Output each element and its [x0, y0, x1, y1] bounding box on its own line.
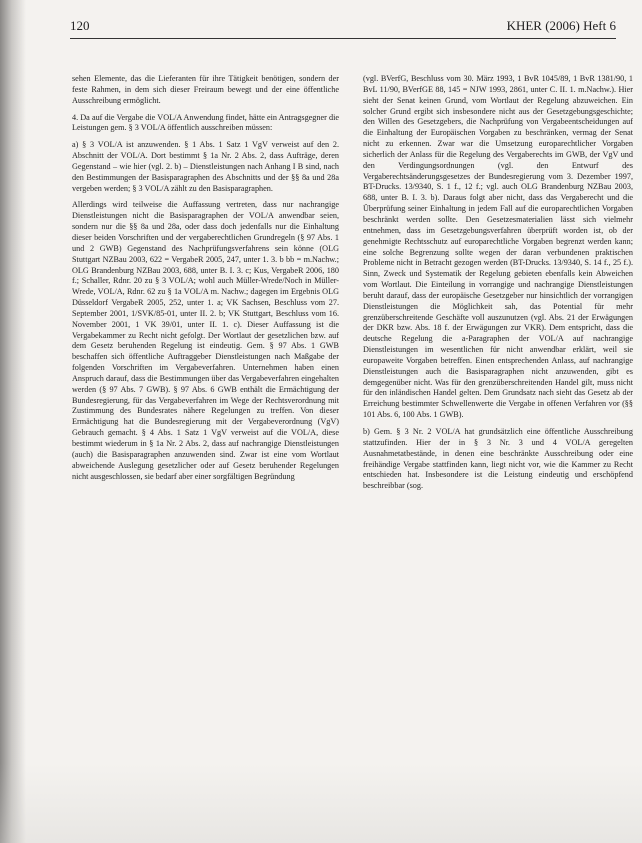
scan-shading — [0, 763, 642, 843]
paragraph: sehen Elemente, das die Lieferanten für ihre Tätigkeit benötigen, sondern der feste Rahmen, in dem sich dieser Freiraum bewegt und der eine öffentliche Ausschreibung ermöglicht. — [72, 74, 339, 105]
left-column — [72, 74, 339, 488]
paragraph: (vgl. BVerfG, Beschluss vom 30. März 1993, 1 BvR 1045/89, 1 BvR 1381/90, 1 BvL 11/90, BVerfGE 88, 145 = NJW 1993, 2861, unter C. II. 1. m.Nachw.). Hier sieht der Senat keinen Grund, vom Wortlaut der Regelung abzuweichen. Ein solcher Grund ergibt sich insbesondere nicht aus der Gesetzgebungsgeschichte; den Willen des Gesetzgebers, die Nachprüfung von Vergabeentscheidungen auf die Einhaltung der Europäischen Vorgaben zu beschränken, vermag der Senat nicht zu erkennen. Zwar war die Umsetzung europarechtlicher Vorgaben sicherlich der Anlass für die Regelung des Vergaberechts im GWB, der VgV und den Verdingungsordnungen (vgl. den Entwurf des Vergaberechtsänderungsgesetzes der Bundesregierung vom 3. Dezember 1997, BT-Drucks. 13/9340, S. 1 f., 12 f.; vgl. auch OLG Brandenburg NZBau 2003, 688, unter B. I. 3. b). Daraus folgt aber nicht, dass das Vergaberecht und die Überprüfung seiner Einhaltung in jedem Fall auf die europarechtlichen Vorgaben beschränkt werden sollte. Den Gesetzesmaterialien lässt sich vielmehr entnehmen, dass im Gesetzgebungsverfahren überprüft worden ist, ob der genehmigte Rechtsschutz auf europarechtliche Vorgaben begrenzt werden kann; eine solche Begrenzung sollte wegen der daran verbundenen praktischen Probleme nicht in Betracht gezogen werden (BT-Drucks. 13/9340, S. 14 f., 25 f.). Sinn, Zweck und Systematik der Regelung gebieten ebenfalls kein Abweichen vom Wortlaut. Die Einteilung in vorrangige und nachrangige Dienstleistungen beruht darauf, dass der europäische Gesetzgeber nur hinsichtlich der vorrangigen Dienstleistungen die Möglichkeit sah, das Potential für mehr grenzüberschreitende Geschäfte voll auszunutzen (vgl. Abs. 21 der Erwägungen der DKR bzw. Abs. 18 f. der Erwägungen zur VKR). Dem entspricht, dass die deutsche Regelung die a-Paragraphen der VOL/A auf nachrangige Dienstleistungen im wesentlichen für nicht anwendbar erklärt, weil sie europaweite Vorgaben betreffen. Einen entsprechenden Anlass, auf nachrangige Dienstleistungen auch die Basisparagraphen nicht anzuwenden, gibt es demgegenüber nicht. Was für den grenzüberschreitenden Handel gilt, muss nicht für den inländischen Handel gelten. Dem Grundsatz nach sieht das Gesetz ab der Erreichung bestimmter Schwellenwerte die Vergabe in offenen Verfahren vor (§§ 101 Abs. 6, 100 Abs. 1 GWB). — [363, 74, 633, 420]
header-rule — [70, 38, 616, 39]
paragraph: b) Gem. § 3 Nr. 2 VOL/A hat grundsätzlich eine öffentliche Ausschreibung stattzufinden. Hier der in § 3 Nr. 3 und 4 VOL/A geregelten Ausnahmetatbestände, in denen eine beschränkte Ausschreibung oder eine freihändige Vergabe stattfinden kann, liegt nicht vor, wie die Kammer zu Recht entschieden hat. Insbesondere ist die Leistung eindeutig und erschöpfend beschreibbar (sog. — [363, 427, 633, 491]
journal-header: KHER (2006) Heft 6 — [506, 18, 616, 33]
paragraph: 4. Da auf die Vergabe die VOL/A Anwendung findet, hätte ein Antragsgegner die Leistungen gem. § 3 VOL/A öffentlich ausschreiben müssen: — [72, 112, 339, 133]
book-gutter-shadow — [0, 0, 26, 843]
paragraph: Allerdings wird teilweise die Auffassung vertreten, dass nur nachrangige Dienstleistungen nicht die Basisparagraphen der VOL/A anwendbar seien, sondern nur die §§ 8a und 28a, oder dass doch jedenfalls nur die Einhaltung dieser beiden Vorschriften und der vergaberechtlichen Grundregeln (§ 97 Abs. 1 und 2 GWB) Gegenstand des Nachprüfungsverfahrens sein könne (OLG Stuttgart NZBau 2003, 622 = VergabeR 2005, 247, unter 1. 3. b bb = m.Nachw.; OLG Brandenburg NZBau 2003, 688, unter B. I. 3. c; Kus, VergabeR 2006, 180 f.; Schaller, Rdnr. 20 zu § 3 VOL/A; wohl auch Müller-Wrede/Noch in Müller-Wrede, VOL/A, Rdnr. 62 zu § 1a VOL/A m. Nachw.; dagegen im Ergebnis OLG Düsseldorf VergabeR 2005, 252, unter 1. a; VK Sachsen, Beschluss vom 27. September 2001, 1/SVK/85-01, unter II. 2. b; VK Stuttgart, Beschluss vom 16. November 2001, 1 VK 39/01, unter II. 1. c). Dieser Auffassung ist die Vergabekammer zu Recht nicht gefolgt. Der Wortlaut der gesetzlichen bzw. auf dem Gesetz beruhenden Regelung ist eindeutig. Gem. § 97 Abs. 1 GWB beschaffen sich öffentliche Auftraggeber Dienstleistungen nach Maßgabe der folgenden Vorschriften im Vergabeverfahren. Unternehmen haben einen Anspruch darauf, dass die Bestimmungen über das Vergabeverfahren eingehalten werden (§ 97 Abs. 7 GWB). § 97 Abs. 6 GWB enthält die Ermächtigung der Bundesregierung, für das Vergabeverfahren im Wege der Rechtsverordnung mit Zustimmung des Bundesrates nähere Regelungen zu treffen. Von dieser Ermächtigung hat die Bundesregierung mit der Vergabeverordnung (VgV) Gebrauch gemacht. § 4 Abs. 1 Satz 1 VgV verweist auf die VOL/A, diese bestimmt wiederum in § 1a Nr. 2 Abs. 2, dass auf nachrangige Dienstleistungen (auch) die Basisparagraphen anzuwenden sind. Zwar ist eine vom Wortlaut abweichende Auslegung gesetzlicher oder auf Gesetz beruhender Regelungen nicht ausgeschlossen, sie bedarf aber einer sorgfältigen Begründung — [72, 200, 339, 481]
right-column — [363, 74, 633, 498]
paragraph: a) § 3 VOL/A ist anzuwenden. § 1 Abs. 1 Satz 1 VgV verweist auf den 2. Abschnitt der VOL/A. Dort bestimmt § 1a Nr. 2 Abs. 2, dass Aufträge, deren Gegenstand – wie hier (vgl. 2. b) – Dienstleistungen nach Anhang I B sind, nach den Bestimmungen der Basisparagraphen des Abschnitts und der §§ 8a und 28a vergeben werden; § 3 VOL/A zählt zu den Basisparagraphen. — [72, 140, 339, 193]
page-number: 120 — [70, 18, 90, 33]
